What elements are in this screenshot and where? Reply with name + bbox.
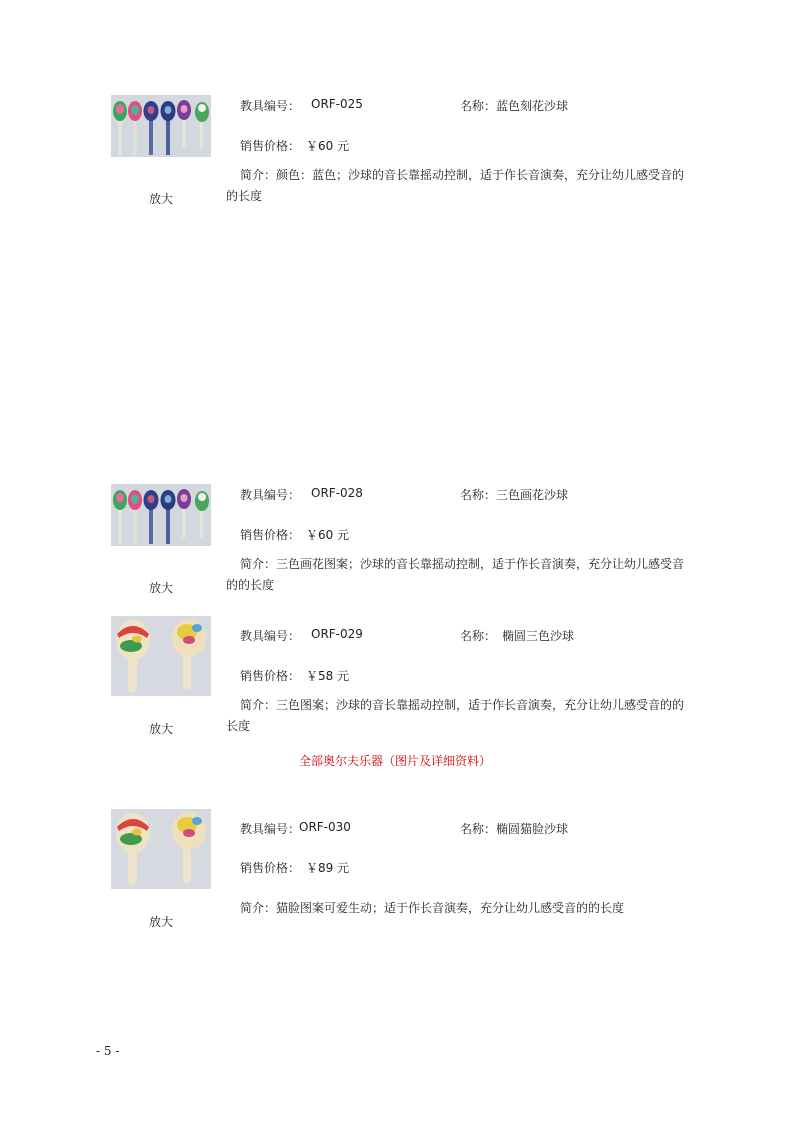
description (226, 554, 692, 596)
name-label: 名称： (460, 99, 497, 113)
description-text: 简介：三色画花图案；沙球的音长靠摇动控制，适于作长音演奏，充分让幼儿感受音的的长度 (226, 557, 685, 592)
name-value: 椭圆三色沙球 (502, 629, 575, 643)
code-label: 教具编号： (240, 822, 301, 836)
price-label: 销售价格： (240, 139, 301, 153)
wooden-maracas-image (111, 809, 211, 889)
code-value: ORF-025 (311, 97, 363, 111)
product-image[interactable] (111, 484, 211, 546)
wooden-maracas-image (111, 616, 211, 696)
egg-maracas-image (111, 95, 211, 157)
enlarge-link[interactable]: 放大 (149, 915, 174, 929)
description (226, 165, 692, 207)
code-value: ORF-030 (299, 820, 351, 834)
product-image[interactable] (111, 95, 211, 157)
product-image[interactable] (111, 616, 211, 696)
code-label: 教具编号： (240, 629, 301, 643)
description-text: 简介：颜色：蓝色；沙球的音长靠摇动控制，适于作长音演奏，充分让幼儿感受音的的长度 (226, 168, 685, 203)
code-value: ORF-029 (311, 627, 363, 641)
price-value: ￥89 元 (306, 861, 350, 875)
price-value: ￥58 元 (306, 669, 350, 683)
description-text: 简介：三色图案；沙球的音长靠摇动控制，适于作长音演奏，充分让幼儿感受音的的长度 (226, 698, 685, 733)
price-label: 销售价格： (240, 528, 301, 542)
description-text: 简介：猫脸图案可爱生动；适于作长音演奏，充分让幼儿感受音的的长度 (240, 901, 625, 915)
name-value: 椭圆猫脸沙球 (496, 822, 569, 836)
price-value: ￥60 元 (306, 528, 350, 542)
egg-maracas-image (111, 484, 211, 546)
name-value: 三色画花沙球 (496, 488, 569, 502)
enlarge-link[interactable]: 放大 (149, 722, 174, 736)
description (240, 898, 706, 919)
name-label: 名称： (460, 822, 497, 836)
enlarge-link[interactable]: 放大 (149, 192, 174, 206)
price-value: ￥60 元 (306, 139, 350, 153)
product-image[interactable] (111, 809, 211, 889)
price-label: 销售价格： (240, 861, 301, 875)
code-label: 教具编号： (240, 488, 301, 502)
code-value: ORF-028 (311, 486, 363, 500)
name-label: 名称： (460, 488, 497, 502)
page-number: - 5 - (96, 1044, 120, 1058)
code-label: 教具编号： (240, 99, 301, 113)
all-instruments-link[interactable]: 全部奥尔夫乐器（图片及详细资料） (299, 754, 492, 768)
name-label: 名称： (460, 629, 497, 643)
price-label: 销售价格： (240, 669, 301, 683)
name-value: 蓝色刻花沙球 (496, 99, 569, 113)
description (226, 695, 692, 737)
enlarge-link[interactable]: 放大 (149, 581, 174, 595)
